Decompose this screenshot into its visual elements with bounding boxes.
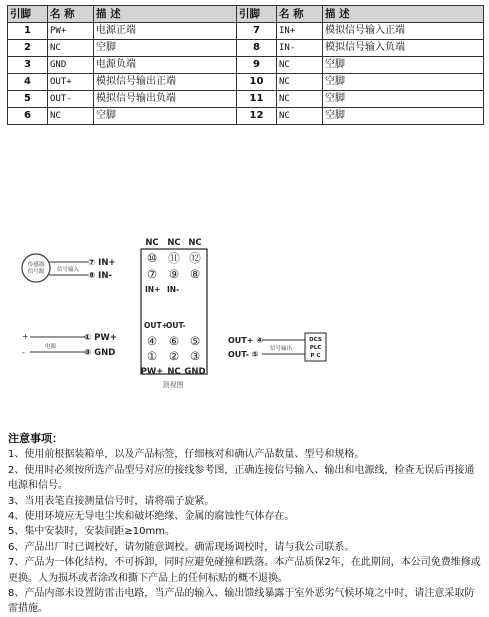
dcs-label: P C — [310, 353, 321, 359]
table-row — [8, 108, 484, 125]
out-plus-label: OUT+ — [144, 321, 168, 330]
left-pw: ① PW+ — [84, 333, 117, 343]
pin-desc: 空脚 — [323, 91, 484, 108]
pin-table-header — [8, 6, 484, 23]
dcs-label: DCS — [309, 337, 322, 343]
pin-name: NC — [277, 91, 323, 108]
note-item: 7、产品为一体化结构，不可拆卸，同时应避免碰撞和跌落。本产品质保2年，在此期间，本公司免费维修或更换。人为损坏或者涂改和撕下产品上的任何标贴的概不退换。 — [8, 557, 481, 584]
pin-number: 5 — [8, 91, 48, 108]
pin-name: GND — [48, 57, 94, 74]
pin-number: 4 — [8, 74, 48, 91]
pin-circle: ⑦ — [146, 267, 158, 281]
header-pin: 引脚 — [237, 6, 277, 23]
top-label: NC — [145, 238, 159, 248]
note-item: 4、使用环境应无导电尘埃和破坏绝缘、金属的腐蚀性气体存在。 — [8, 511, 295, 523]
pin-desc: 模拟信号输入正端 — [323, 23, 484, 40]
pin-name: OUT+ — [48, 74, 94, 91]
notes-title: 注意事项： — [8, 432, 63, 445]
sensor-label: 传感器 — [27, 262, 45, 268]
pin-circle: ⑤ — [189, 334, 201, 348]
header-name: 名 称 — [277, 6, 323, 23]
pin-circle: ③ — [189, 349, 201, 363]
signal-input-label: 信号输入 — [57, 267, 80, 273]
left-in-minus: ⑧ IN- — [88, 271, 112, 281]
in-minus-label: IN- — [167, 285, 180, 294]
header-desc: 描 述 — [94, 6, 237, 23]
left-gnd: ③ GND — [84, 348, 116, 358]
pin-desc: 电源负端 — [94, 57, 237, 74]
pin-number: 10 — [237, 74, 277, 91]
pin-name: NC — [277, 108, 323, 125]
pin-number: 11 — [237, 91, 277, 108]
sensor-label: 信号源 — [27, 269, 45, 275]
note-item: 6、产品出厂时已调校好，请勿随意调校。确需现场调校时，请与我公司联系。 — [8, 541, 355, 553]
pin-desc: 空脚 — [323, 57, 484, 74]
pin-desc: 模拟信号输出正端 — [94, 74, 237, 91]
top-label: NC — [188, 238, 202, 248]
bottom-label: PW+ — [140, 367, 164, 377]
pin-desc: 电源正端 — [94, 23, 237, 40]
table-row — [8, 91, 484, 108]
note-item: 2、使用时必须按所选产品型号对应的接线参考图，正确连接信号输入、输出和电源线，检查无误后再接通电源和信号。 — [8, 464, 475, 492]
power-plus: + — [22, 332, 29, 341]
pin-number: 1 — [8, 23, 48, 40]
pin-number: 7 — [237, 23, 277, 40]
pin-desc: 模拟信号输入负端 — [323, 40, 484, 57]
pin-desc: 模拟信号输出负端 — [94, 91, 237, 108]
pin-circle: ⑨ — [168, 267, 180, 281]
dcs-label: PLC — [309, 345, 322, 351]
header-name: 名 称 — [48, 6, 94, 23]
wiring-diagram — [0, 228, 489, 398]
in-plus-label: IN+ — [145, 285, 161, 294]
power-minus: - — [22, 348, 25, 357]
pin-circle: ⑪ — [168, 251, 180, 265]
pin-name: NC — [48, 40, 94, 57]
notes-section — [8, 431, 484, 617]
table-row — [8, 23, 484, 40]
pin-number: 9 — [237, 57, 277, 74]
pin-name: IN+ — [277, 23, 323, 40]
bottom-label: GND — [184, 367, 206, 377]
table-row — [8, 40, 484, 57]
top-label: NC — [167, 238, 181, 248]
header-pin: 引脚 — [8, 6, 48, 23]
pin-desc: 空脚 — [94, 40, 237, 57]
note-item: 3、当用表笔直接测量信号时，请将端子旋紧。 — [8, 495, 215, 507]
note-item: 5、集中安装时，安装间距≥10mm。 — [8, 526, 175, 538]
pin-name: NC — [277, 57, 323, 74]
signal-output-label: 信号输出 — [270, 346, 293, 352]
pin-number: 2 — [8, 40, 48, 57]
out-minus: OUT- ⑤ — [228, 350, 259, 359]
pin-name: NC — [48, 108, 94, 125]
pin-number: 8 — [237, 40, 277, 57]
pin-name: PW+ — [48, 23, 94, 40]
view-caption: 顶视图 — [162, 381, 184, 389]
pin-circle: ④ — [146, 334, 158, 348]
left-in-plus: ⑦ IN+ — [88, 258, 116, 268]
bottom-label: NC — [167, 367, 181, 377]
pin-desc: 空脚 — [323, 108, 484, 125]
out-minus-label: OUT- — [166, 321, 186, 330]
pin-circle: ② — [168, 349, 180, 363]
pin-number: 6 — [8, 108, 48, 125]
pin-name: OUT- — [48, 91, 94, 108]
sensor-circle — [22, 254, 50, 282]
pin-number: 3 — [8, 57, 48, 74]
pin-number: 12 — [237, 108, 277, 125]
pin-circle: ⑩ — [146, 251, 158, 265]
pin-name: IN- — [277, 40, 323, 57]
pin-circle: ⑫ — [189, 251, 201, 265]
pin-name: NC — [277, 74, 323, 91]
table-row — [8, 74, 484, 91]
note-item: 1、使用前根据装箱单，以及产品标签，仔细核对和确认产品数量、型号和规格。 — [8, 449, 365, 461]
pin-circle: ⑥ — [168, 334, 180, 348]
pin-circle: ① — [146, 349, 158, 363]
note-item: 8、产品内部未设置防雷击电路，当产品的输入、输出馈线暴露于室外恶劣气候环境之中时，请注意采取防雷措施。 — [8, 588, 475, 615]
header-desc: 描 述 — [323, 6, 484, 23]
pin-desc: 空脚 — [323, 74, 484, 91]
out-plus: OUT+ ④ — [228, 336, 264, 345]
pin-table — [7, 5, 484, 125]
pin-circle: ⑧ — [189, 267, 201, 281]
table-row — [8, 57, 484, 74]
pin-desc: 空脚 — [94, 108, 237, 125]
power-label: 电源 — [45, 344, 57, 350]
